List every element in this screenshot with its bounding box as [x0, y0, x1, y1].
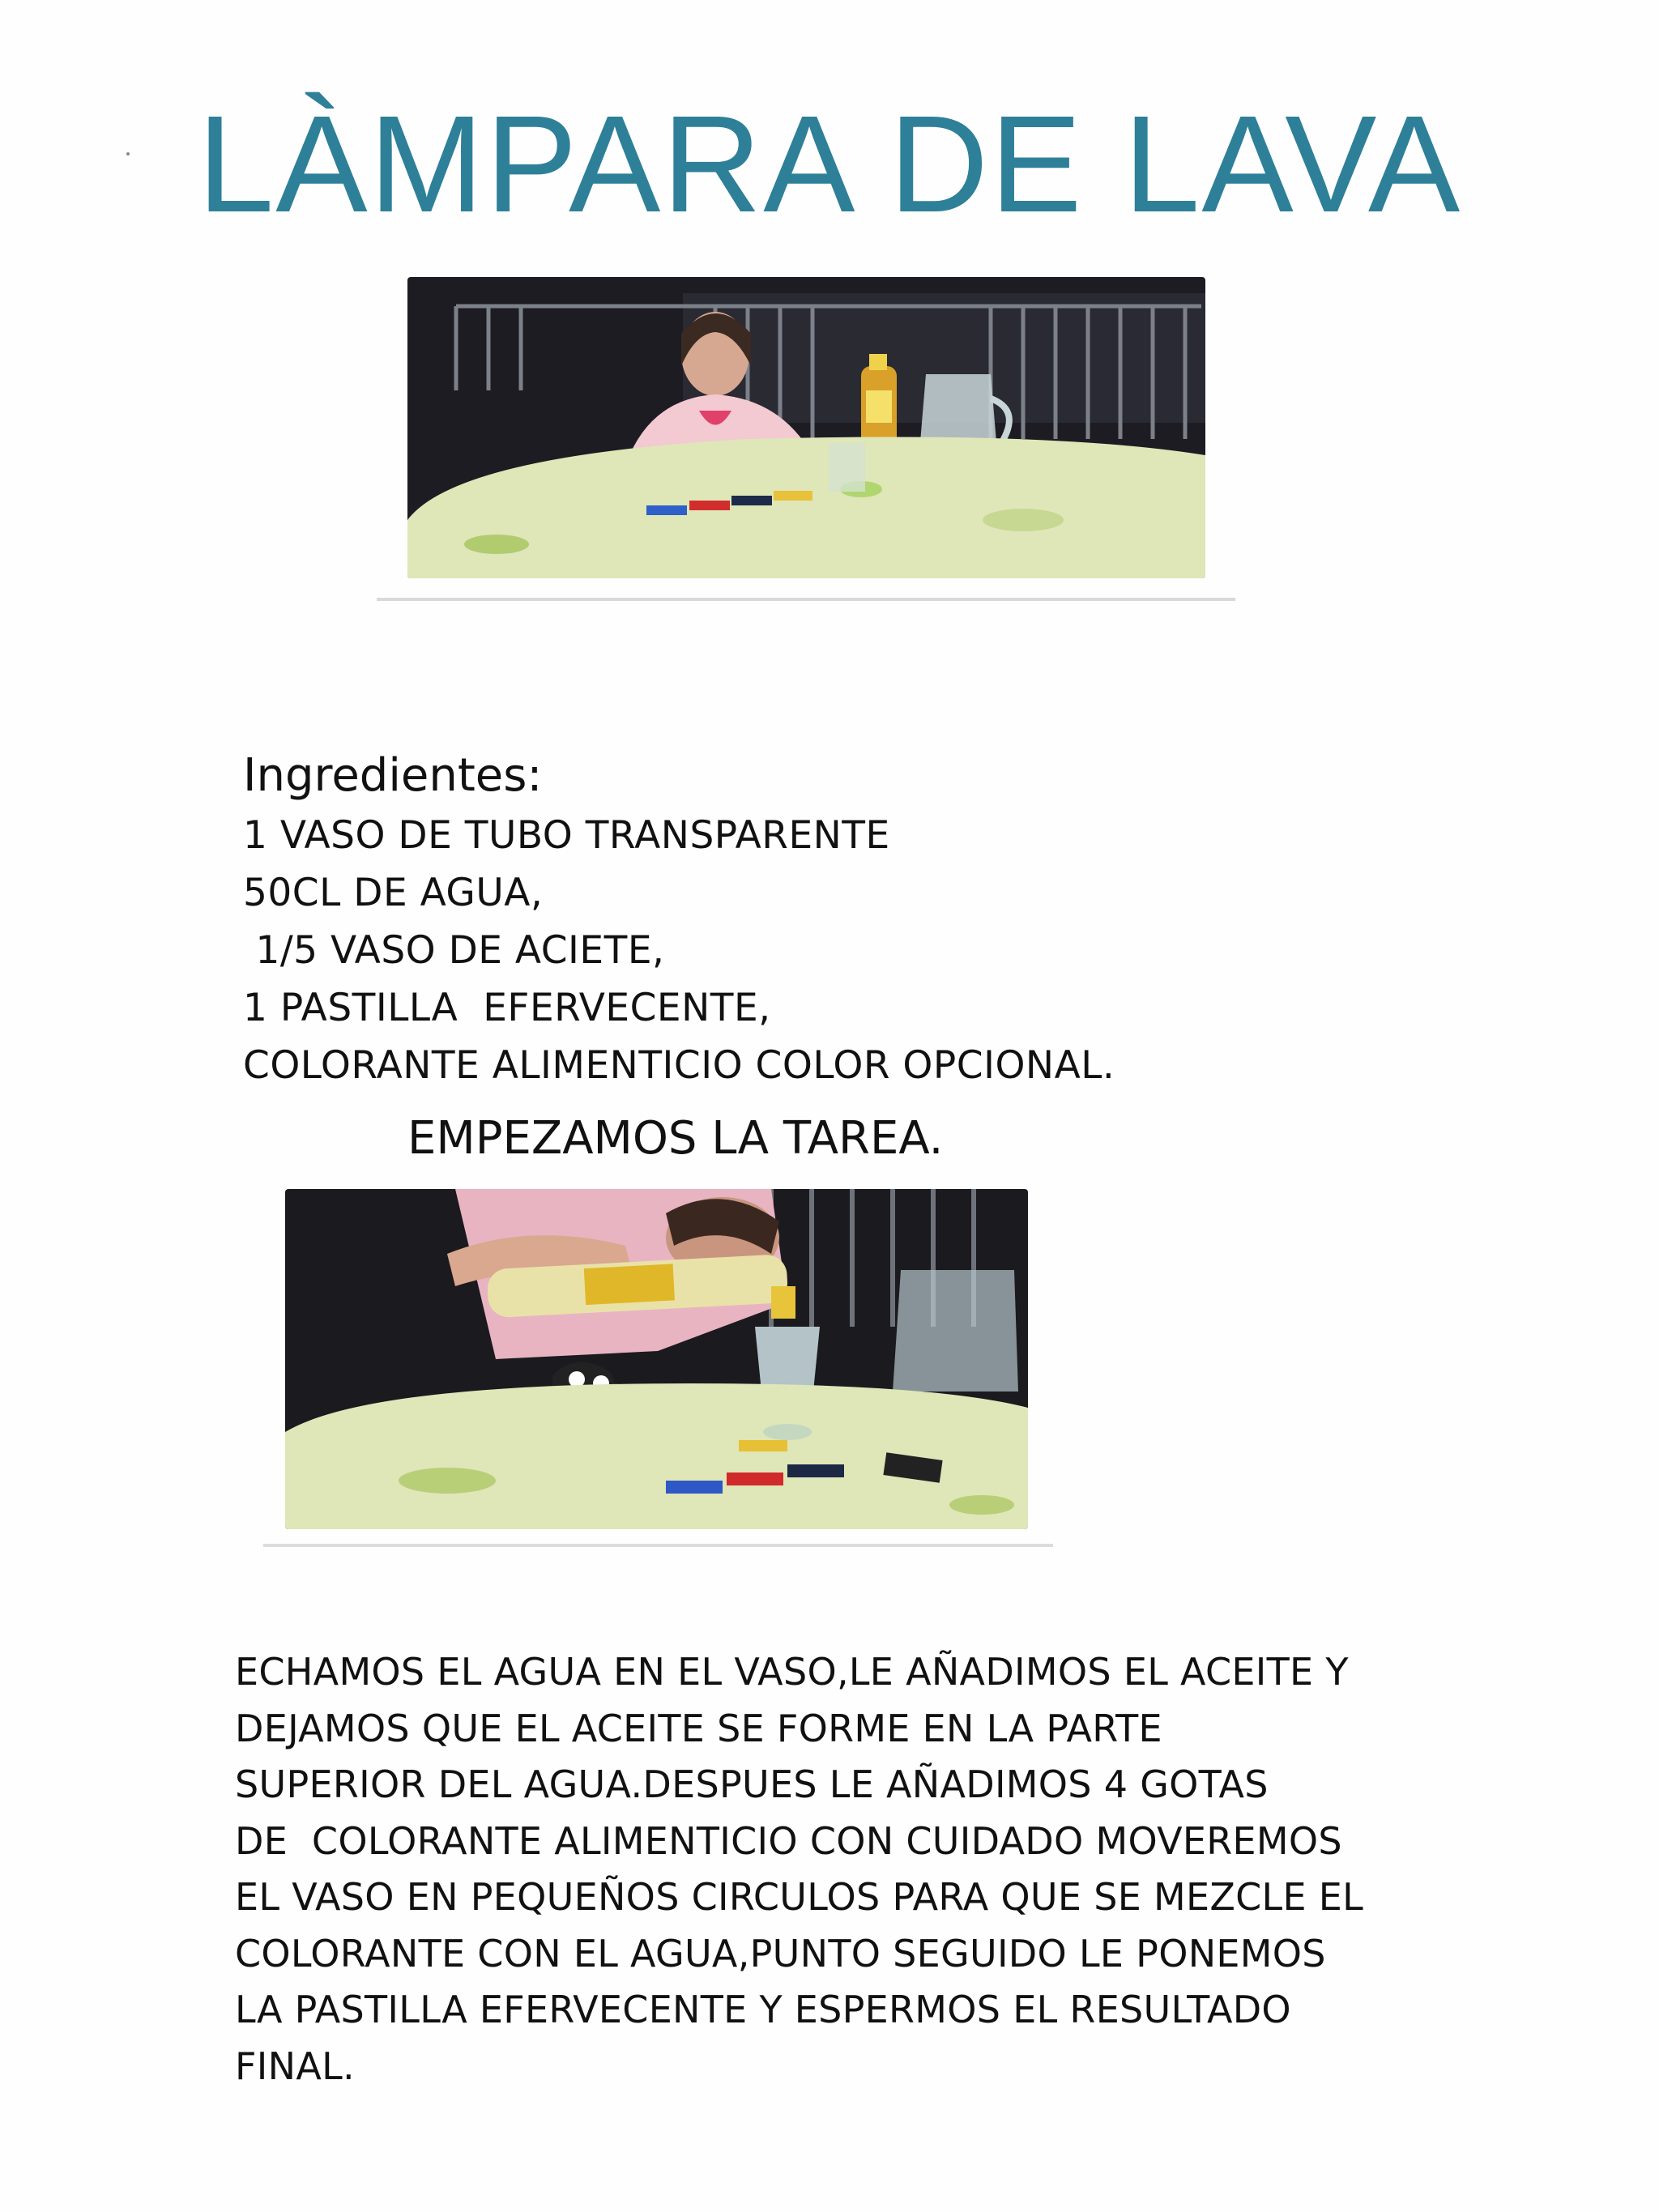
photo-pouring-oil-drawing: [285, 1189, 1028, 1529]
instructions-line: SUPERIOR DEL AGUA.DESPUES LE AÑADIMOS 4 GOTAS: [235, 1762, 1269, 1806]
instructions-line: DEJAMOS QUE EL ACEITE SE FORME EN LA PARTE: [235, 1706, 1162, 1750]
photo-girl-at-table-drawing: [407, 277, 1205, 578]
ingredients-heading: Ingredientes:: [243, 749, 543, 802]
section-heading: EMPEZAMOS LA TAREA.: [407, 1112, 944, 1165]
ingredient-item: 1 PASTILLA EFERVECENTE,: [243, 986, 771, 1030]
photo-shadow-line: [263, 1544, 1053, 1547]
ingredient-list: [243, 807, 1458, 1094]
instructions-line: DE COLORANTE ALIMENTICIO CON CUIDADO MOVEREMOS: [235, 1818, 1342, 1863]
instructions-line: FINAL.: [235, 2044, 355, 2088]
ingredients-section: [243, 745, 1458, 1094]
ingredient-item: 50CL DE AGUA,: [243, 871, 544, 915]
instructions-line: EL VASO EN PEQUEÑOS CIRCULOS PARA QUE SE MEZCLE EL: [235, 1875, 1364, 1919]
ingredient-item: COLORANTE ALIMENTICIO COLOR OPCIONAL.: [243, 1043, 1115, 1088]
instructions-line: ECHAMOS EL AGUA EN EL VASO,LE AÑADIMOS EL ACEITE Y: [235, 1650, 1349, 1694]
instructions-line: COLORANTE CON EL AGUA,PUNTO SEGUIDO LE PONEMOS: [235, 1931, 1326, 1975]
instructions-text: [235, 1644, 1434, 2095]
page-title: LÀMPARA DE LAVA: [197, 87, 1462, 241]
ingredient-item: 1 VASO DE TUBO TRANSPARENTE: [243, 813, 890, 858]
photo-girl-at-table: [407, 277, 1205, 578]
photo-pouring-oil: [285, 1189, 1028, 1529]
photo-shadow-line: [377, 598, 1235, 601]
instructions-line: LA PASTILLA EFERVECENTE Y ESPERMOS EL RESULTADO: [235, 1988, 1291, 2031]
ingredient-item: 1/5 VASO DE ACIETE,: [243, 928, 665, 973]
